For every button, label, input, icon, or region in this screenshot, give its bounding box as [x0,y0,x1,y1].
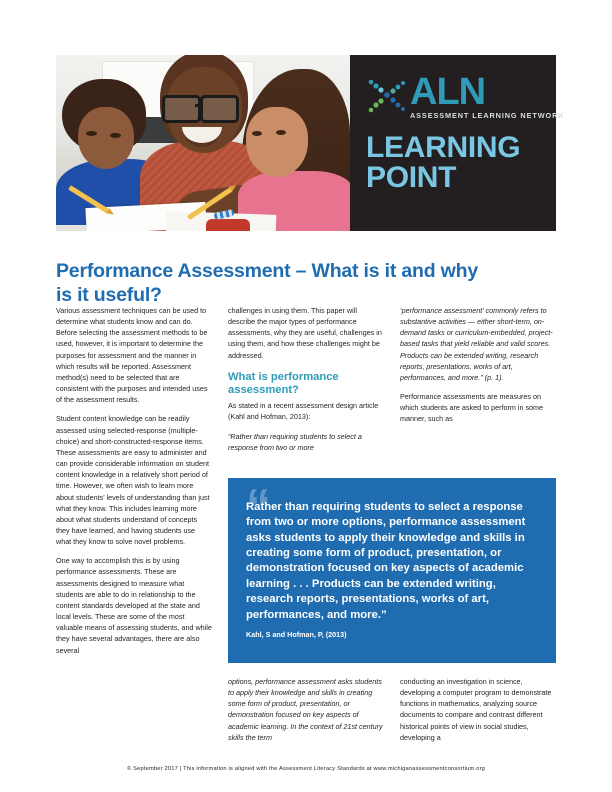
photo-book [206,219,250,231]
page-header [56,55,565,231]
pull-quote-box [228,478,556,663]
paragraph: Student content knowledge can be readily assessed using selected-response (multiple-choice) and short-constructed-response items. These assessments are easy to administer and can provide considerable information on student content knowledge in a relatively short period of time. However, we often wish to learn more about students’ levels of understanding than just what they know. This includes learning more about what students understand of concepts they have learned, and having students use what they know to solve novel problems. [56,414,210,547]
photo-student-left-eye [86,131,97,136]
page-footer: © September 2017 | This information is aligned with the Assessment Literacy Standards at www.michiganassessmentconsortium.org [126,766,486,772]
aln-logo [366,71,565,120]
aln-wordmark [410,71,565,120]
paragraph-quote-continued: options, performance assessment asks students to apply their knowledge and skills in creating some form of product, presentation, or demonstration focused on key aspects of academic learning. In the context of 21st century skills the term [228,677,383,742]
aln-logo-subtitle: ASSESSMENT LEARNING NETWORK [410,110,565,120]
aln-logo-mark-icon [366,77,408,119]
classroom-photo [56,55,350,231]
paragraph: conducting an investigation in science, developing a computer program to demonstrate functions in mathematics, analyzing source documents to compare and contrast different historical points of view in social studies, developing a [400,677,552,742]
aln-logo-text: ALN [410,71,486,113]
section-subheading: What is performance assessment? [228,370,339,396]
page-title: Performance Assessment – What is it and why is it useful? [56,260,478,307]
learning-point-title-line2: POINT [366,161,457,194]
photo-student-right-eye [276,130,286,135]
paragraph-quote-continued: ‘performance assessment’ commonly refers to substantive activities — either short-term, on-demand tasks or curriculum-embedded, project-based tasks that yield reliable and valid scores. Products can be extended writing, research reports, presentations, works of art, performances, and more.” (p. 1). [400,306,553,382]
photo-student-right-eye [252,131,262,136]
article-lower-columns [228,676,556,751]
pull-quote-citation: Kahl, S and Hofman, P, (2013) [246,629,347,639]
paragraph: One way to accomplish this is by using performance assessments. These are assessments designed to measure what students are able to do in relationship to the content standards developed at the state and local levels. These are some of the most valuable means of assessing students, and while they have several advantages, there are also several [56,556,212,655]
photo-student-left-face [78,107,134,169]
learning-point-title-line1: LEARNING [366,131,521,164]
pull-quote-text: Rather than requiring students to select a response from two or more options, performance assessment asks students to apply their knowledge and skills in creating some form of product, presentation, or demonstration focused on key aspects of academic learning . . . Products can be extended writing, research reports, presentations, works of art, performances, and more.” [246,501,526,621]
paragraph: Performance assessments are measures on which students are asked to perform in some manner, such as [400,392,544,424]
photo-student-right-face [246,107,308,177]
photo-student-left-eye [110,133,121,138]
learning-point-title [366,133,520,193]
paragraph: challenges in using them. This paper will describe the major types of performance assessments, why they are useful, challenges in using them, and how these challenges might be addressed. [228,306,382,360]
article-column-1 [56,305,212,664]
article-lower-column-right [400,676,556,751]
quote-mark-icon: “ [246,479,269,535]
article-lower-column-left [228,676,384,751]
photo-teacher-glasses [162,95,246,117]
paragraph: As stated in a recent assessment design article (Kahl and Hofman, 2013): [228,401,379,422]
paragraph: Various assessment techniques can be used to determine what students know and can do. Before selecting the assessment methods to be used, however, it is important to determine the purposes for assessment and the manner in which results will be reported. Assessment method(s) need to be selected that are consistent with the purposes and intended uses of the assessment results. [56,306,208,405]
brand-panel [350,55,565,231]
paragraph-quote-lead: “Rather than requiring students to select a response from two or more [228,431,362,452]
